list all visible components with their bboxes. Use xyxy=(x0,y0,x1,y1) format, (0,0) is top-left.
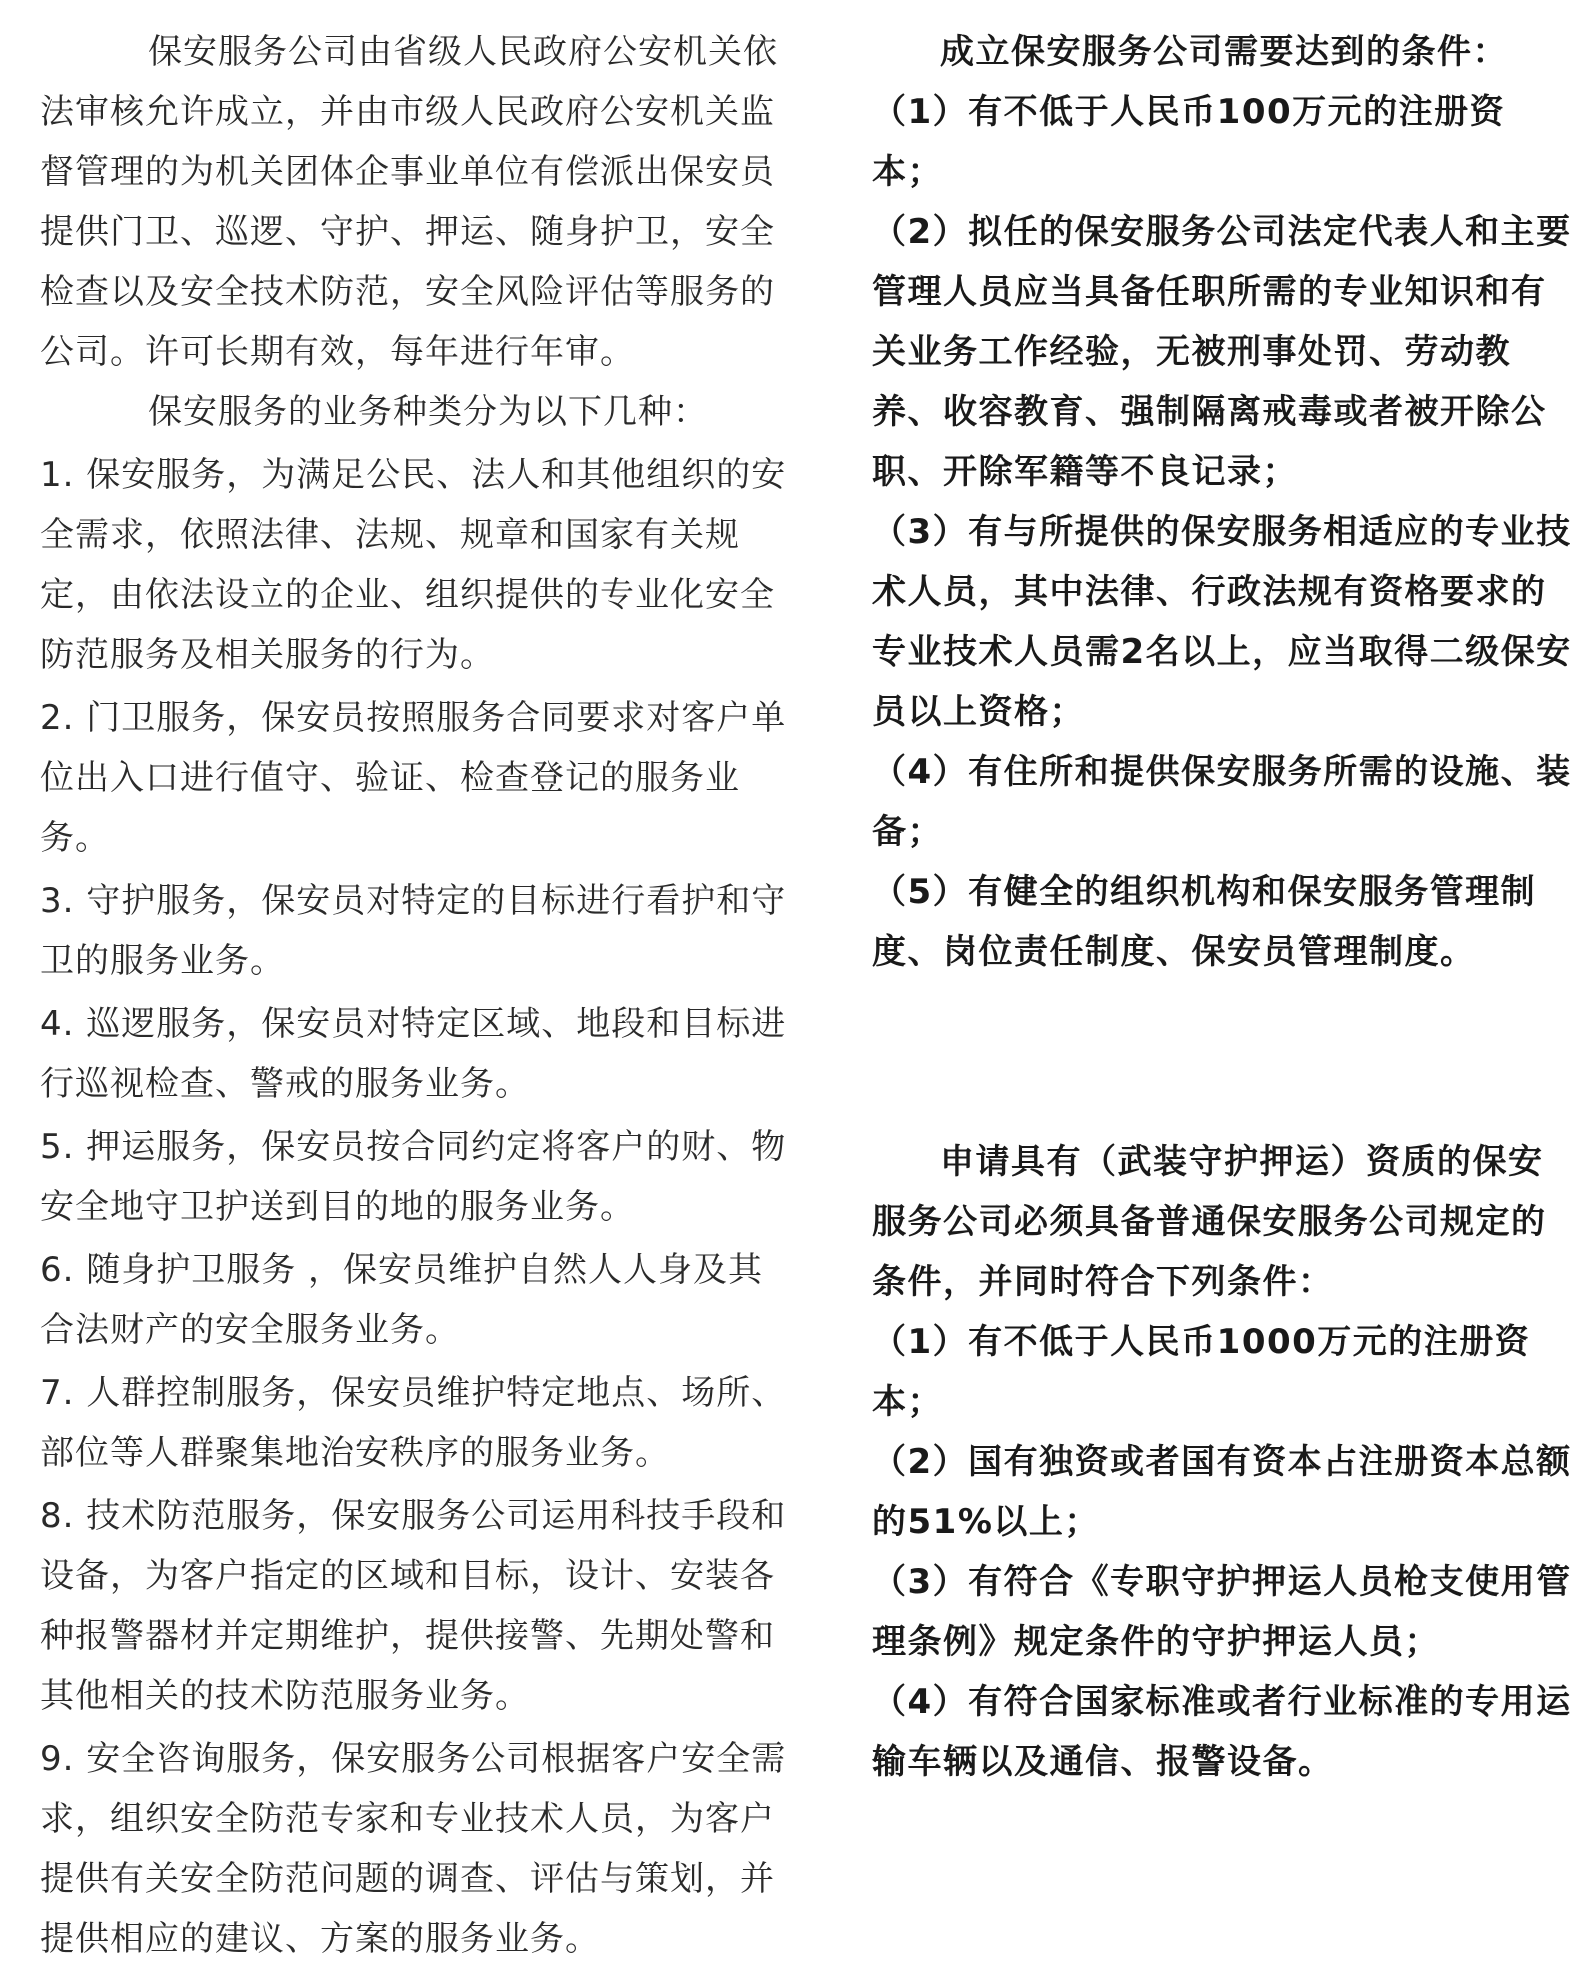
section-spacer xyxy=(872,982,1572,1132)
section2-heading: 申请具有（武装守护押运）资质的保安服务公司必须具备普通保安服务公司规定的条件，并同时符合下列条件： xyxy=(872,1142,1547,1302)
service-item-3: 3. 守护服务，保安员对特定的目标进行看护和守卫的服务业务。 xyxy=(40,881,787,981)
section2-item-2: （2）国有独资或者国有资本占注册资本总额的51%以上； xyxy=(872,1442,1572,1542)
service-item-6: 6. 随身护卫服务 ，保安员维护自然人人身及其合法财产的安全服务业务。 xyxy=(40,1250,764,1350)
service-item-8: 8. 技术防范服务，保安服务公司运用科技手段和设备，为客户指定的区域和目标，设计、安装各种报警器材并定期维护，提供接警、先期处警和其他相关的技术防范服务业务。 xyxy=(40,1496,787,1716)
section1-item-5: （5）有健全的组织机构和保安服务管理制度、岗位责任制度、保安员管理制度。 xyxy=(872,872,1537,972)
service-item-4: 4. 巡逻服务，保安员对特定区域、地段和目标进行巡视检查、警戒的服务业务。 xyxy=(40,1004,787,1104)
service-item-1: 1. 保安服务，为满足公民、法人和其他组织的安全需求，依照法律、法规、规章和国家有关规定，由依法设立的企业、组织提供的专业化安全防范服务及相关服务的行为。 xyxy=(40,455,787,675)
types-heading: 保安服务的业务种类分为以下几种： xyxy=(148,392,708,432)
section1-item-2: （2）拟任的保安服务公司法定代表人和主要管理人员应当具备任职所需的专业知识和有关业务工作经验，无被刑事处罚、劳动教养、收容教育、强制隔离戒毒或者被开除公职、开除军籍等不良记录； xyxy=(872,212,1572,492)
service-item-2: 2. 门卫服务，保安员按照服务合同要求对客户单位出入口进行值守、验证、检查登记的服务业务。 xyxy=(40,698,787,858)
right-column xyxy=(872,22,1572,1792)
section2-item-3: （3）有符合《专职守护押运人员枪支使用管理条例》规定条件的守护押运人员； xyxy=(872,1562,1572,1662)
intro-paragraph: 保安服务公司由省级人民政府公安机关依法审核允许成立，并由市级人民政府公安机关监督管理的为机关团体企事业单位有偿派出保安员提供门卫、巡逻、守护、押运、随身护卫，安全检查以及安全技术防范，安全风险评估等服务的公司。许可长期有效，每年进行年审。 xyxy=(40,32,778,372)
section2-item-1: （1）有不低于人民币1000万元的注册资本； xyxy=(872,1322,1531,1422)
section1-item-4: （4）有住所和提供保安服务所需的设施、装备； xyxy=(872,752,1572,852)
service-item-5: 5. 押运服务，保安员按合同约定将客户的财、物安全地守卫护送到目的地的服务业务。 xyxy=(40,1127,787,1227)
section1-item-1: （1）有不低于人民币100万元的注册资本； xyxy=(872,92,1506,192)
service-item-7: 7. 人群控制服务，保安员维护特定地点、场所、部位等人群聚集地治安秩序的服务业务。 xyxy=(40,1373,787,1473)
section1-item-3: （3）有与所提供的保安服务相适应的专业技术人员，其中法律、行政法规有资格要求的专业技术人员需2名以上，应当取得二级保安员以上资格； xyxy=(872,512,1572,732)
left-column xyxy=(40,22,795,1969)
section1-heading: 成立保安服务公司需要达到的条件： xyxy=(940,32,1508,72)
section2-item-4: （4）有符合国家标准或者行业标准的专用运输车辆以及通信、报警设备。 xyxy=(872,1682,1572,1782)
service-item-9: 9. 安全咨询服务，保安服务公司根据客户安全需求，组织安全防范专家和专业技术人员，为客户提供有关安全防范问题的调查、评估与策划，并提供相应的建议、方案的服务业务。 xyxy=(40,1739,787,1959)
